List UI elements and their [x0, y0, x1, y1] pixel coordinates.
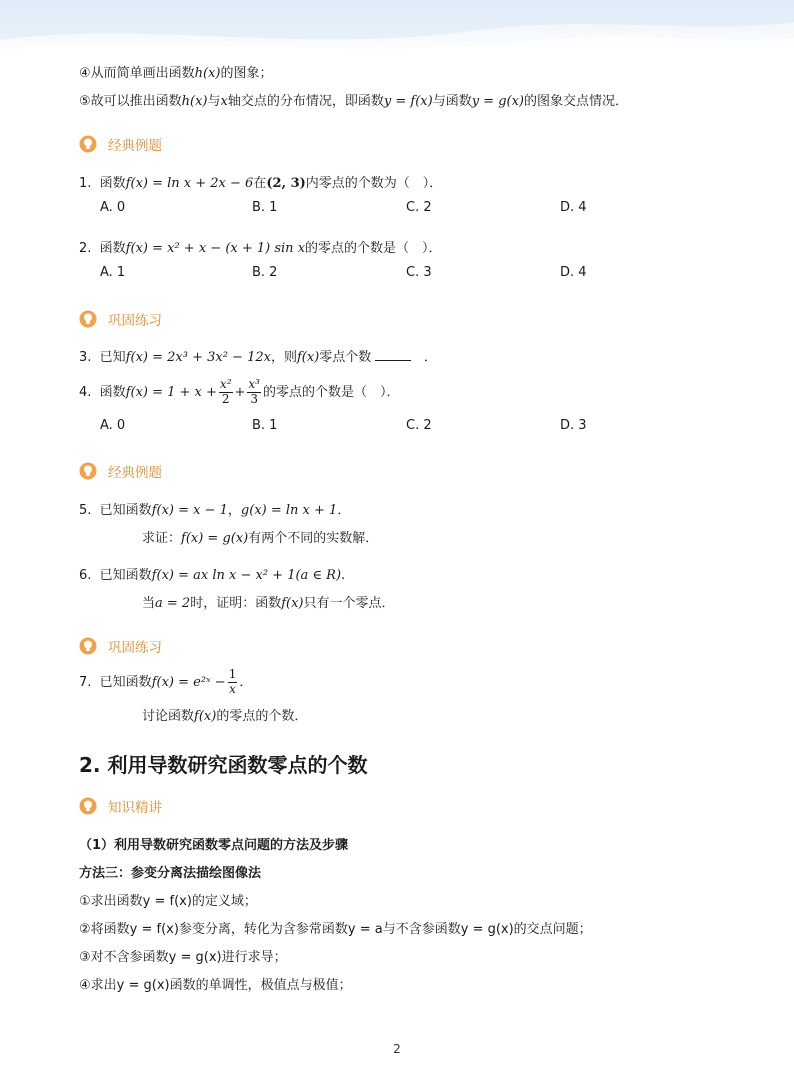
- problem-6: 6. 已知函数f(x) = ax ln x − x² + 1(a ∈ R).: [79, 568, 346, 583]
- problem-4: 4. 函数f(x) = 1 + x + $\frac{\text{x²}}{2}$ + $\frac{\text{x³}}{3}$ 的零点的个数是（ ）．: [79, 377, 400, 406]
- option-a: A. 0: [100, 200, 126, 215]
- problem-7-task: 讨论函数f(x)的零点的个数．: [142, 709, 308, 724]
- section-classic-examples-2: [79, 461, 162, 481]
- option-c: C. 3: [406, 265, 432, 280]
- fraction: $\frac{\text{x³}}{3}$: [248, 377, 260, 406]
- option-d: D. 4: [560, 200, 587, 215]
- option-b: B. 1: [252, 418, 278, 433]
- section-knowledge: [79, 796, 162, 816]
- problem-5-task: 求证：f(x) = g(x)有两个不同的实数解．: [142, 531, 379, 546]
- method-title: 方法三：参变分离法描绘图像法: [79, 866, 262, 881]
- section-label: 经典例题: [108, 465, 162, 481]
- section-heading: 2. 利用导数研究函数零点的个数: [79, 753, 368, 777]
- method-step-2: ②将函数y = f(x)参变分离，转化为含参常函数y = a与不含参函数y = g(x)的交点问题；: [79, 922, 592, 937]
- section-practice-1: [79, 309, 162, 329]
- option-a: A. 0: [100, 418, 126, 433]
- method-step-1: ①求出函数y = f(x)的定义域；: [79, 894, 257, 909]
- section-practice-2: [79, 636, 162, 656]
- lightbulb-icon: [79, 797, 97, 815]
- answer-blank: [375, 348, 411, 361]
- option-d: D. 4: [560, 265, 587, 280]
- problem-1: 1. 函数f(x) = ln x + 2x − 6在(2, 3)内零点的个数为（ ）．: [79, 176, 443, 191]
- lightbulb-icon: [79, 637, 97, 655]
- fraction: $\frac{\text{x²}}{2}$: [219, 377, 232, 406]
- option-a: A. 1: [100, 265, 126, 280]
- lightbulb-icon: [79, 135, 97, 153]
- section-label: 巩固练习: [108, 640, 162, 656]
- section-label: 经典例题: [108, 138, 162, 154]
- section-label: 知识精讲: [108, 800, 162, 816]
- header-wave: [0, 0, 794, 58]
- intro-step-5: ⑤故可以推出函数h(x)与x轴交点的分布情况，即函数y = f(x)与函数y = g(x)的图象交点情况．: [79, 94, 629, 109]
- method-step-3: ③对不含参函数y = g(x)进行求导；: [79, 950, 287, 965]
- intro-step-4: ④从而简单画出函数h(x)的图象；: [79, 66, 273, 81]
- problem-6-task: 当a = 2时，证明：函数f(x)只有一个零点．: [142, 596, 395, 611]
- option-c: C. 2: [406, 418, 432, 433]
- problem-5: 5. 已知函数f(x) = x − 1，g(x) = ln x + 1．: [79, 503, 351, 518]
- method-step-4: ④求出y = g(x)函数的单调性，极值点与极值；: [79, 978, 352, 993]
- page-number: 2: [393, 1042, 401, 1056]
- option-d: D. 3: [560, 418, 587, 433]
- problem-7: 7. 已知函数f(x) = e²ˣ − $\frac{1}{x}$ ．: [79, 667, 253, 696]
- section-label: 巩固练习: [108, 313, 162, 329]
- problem-2: 2. 函数f(x) = x² + x − (x + 1) sin x的零点的个数是（ ）．: [79, 241, 442, 256]
- section-classic-examples-1: [79, 134, 162, 154]
- problem-3: 3. 已知f(x) = 2x³ + 3x² − 12x，则f(x)零点个数 ．: [79, 350, 437, 365]
- method-subtitle: （1）利用导数研究函数零点问题的方法及步骤: [79, 838, 349, 853]
- option-c: C. 2: [406, 200, 432, 215]
- option-b: B. 1: [252, 200, 278, 215]
- lightbulb-icon: [79, 462, 97, 480]
- fraction: $\frac{1}{x}$: [228, 667, 237, 696]
- option-b: B. 2: [252, 265, 278, 280]
- lightbulb-icon: [79, 310, 97, 328]
